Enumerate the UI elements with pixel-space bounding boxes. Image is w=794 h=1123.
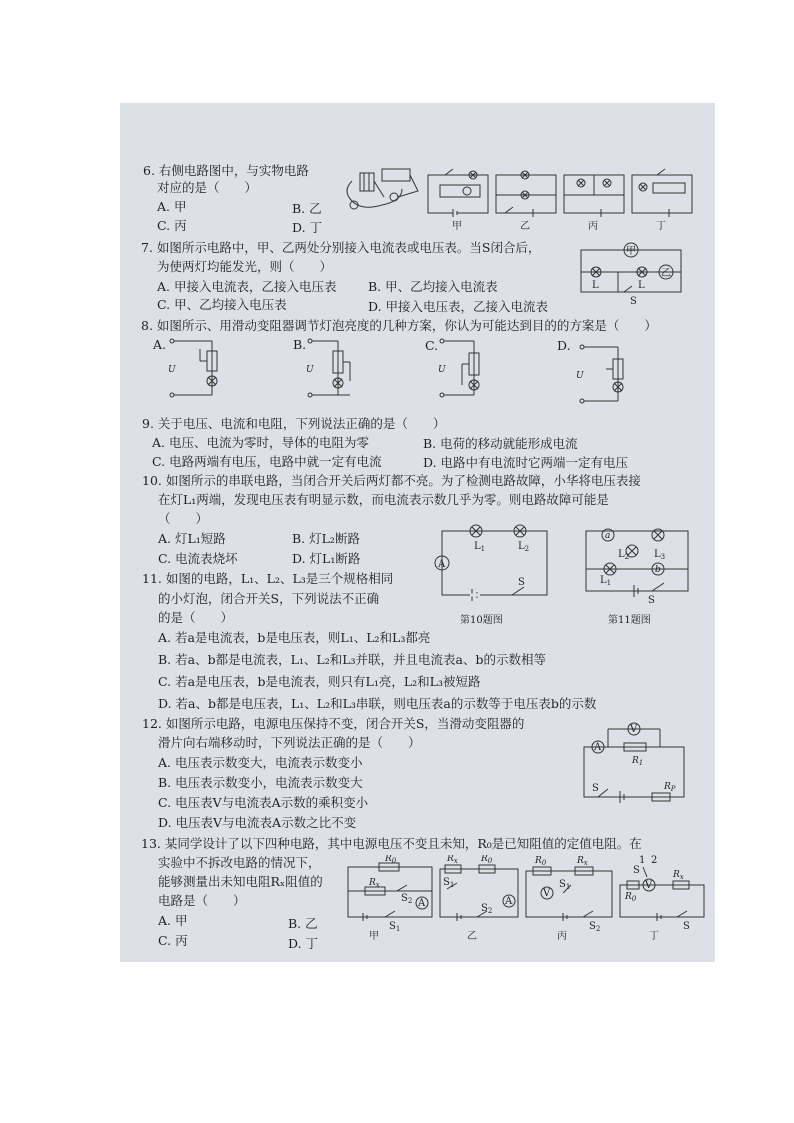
q6-schematic-ding: [632, 169, 692, 232]
q6-option-c: C. 丙: [157, 218, 187, 233]
q9-option-b: B. 电荷的移动就能形成电流: [423, 436, 578, 451]
q11-figure-caption: 第11题图: [608, 615, 651, 626]
q12-option-c: C. 电压表V与电流表A示数的乘积变小: [158, 795, 369, 810]
q9-option-d: D. 电路中有电流时它两端一定有电压: [423, 455, 629, 470]
svg-text:R0: $R_0$: [385, 855, 397, 865]
q8-option-c-label: C.: [425, 338, 439, 353]
q8-b-u: U: [306, 365, 314, 375]
battery-box-icon: [360, 173, 374, 191]
q10-stem-line2: 在灯L₁两端，发现电压表有明显示数，而电流表示数几乎为零。则电路故障可能是: [158, 492, 609, 507]
q10-option-c: C. 电流表烧坏: [158, 551, 238, 566]
q13-option-c: C. 丙: [158, 933, 188, 948]
q11-circuit-figure: [582, 523, 697, 605]
svg-text:R1: $R_1$: [632, 756, 644, 767]
q13-option-a: A. 甲: [158, 913, 188, 928]
svg-text:A: A: [418, 898, 426, 909]
q7-label-l1: L: [592, 280, 599, 291]
q6-option-d: D. 丁: [292, 220, 323, 235]
q7-option-c: C. 甲、乙均接入电压表: [157, 297, 287, 312]
q13-stem-line4: 电路是（ ）: [158, 893, 246, 908]
q13-circuit-options-figure: [345, 855, 710, 945]
q11-option-c: C. 若a是电压表，b是电流表，则只有L₁亮，L₂和L₃被短路: [158, 674, 481, 689]
svg-text:V: V: [645, 880, 653, 891]
q10-figure-caption: 第10题图: [460, 615, 503, 626]
q9-option-a: A. 电压、电流为零时，导体的电阻为零: [152, 435, 369, 450]
q13-circuit-bing: [526, 856, 612, 942]
svg-text:L1: $L_1$: [474, 541, 486, 553]
q10-option-d: D. 灯L₁断路: [292, 551, 361, 566]
svg-text:V: V: [630, 724, 638, 735]
q13-option-d: D. 丁: [288, 936, 319, 951]
q10-circuit-figure: [432, 523, 557, 603]
q8-c-u: U: [438, 365, 446, 375]
q6-option-a: A. 甲: [157, 199, 187, 214]
svg-text:S: S: [648, 595, 655, 605]
q10-option-a: A. 灯L₁短路: [158, 531, 226, 546]
q7-label-jia: 甲: [626, 246, 636, 257]
q9-stem: 9. 关于电压、电流和电阻，下列说法正确的是（ ）: [142, 416, 446, 431]
q8-option-a-label: A.: [153, 337, 167, 352]
svg-text:A: A: [594, 742, 602, 753]
svg-text:S2: $S_2$: [589, 921, 601, 933]
switch-base-icon: [382, 169, 410, 181]
q6-label-yi: 乙: [520, 221, 530, 232]
q13-stem-line2: 实验中不拆改电路的情况下，: [158, 855, 321, 870]
svg-text:S: S: [633, 865, 640, 876]
q7-stem-line1: 7. 如图所示电路中，甲、乙两处分别接入电流表或电压表。当S闭合后，: [141, 240, 541, 255]
q12-stem-line1: 12. 如图所示电路，电源电压保持不变，闭合开关S，当滑动变阻器的: [142, 716, 525, 731]
q12-stem-line2: 滑片向右端移动时，下列说法正确的是（ ）: [158, 735, 421, 750]
svg-text:1: 1: [639, 855, 646, 866]
q7-circuit-figure: [578, 238, 688, 308]
svg-text:L3: $L_3$: [654, 549, 666, 561]
svg-text:Rx: $R_x$: [577, 856, 588, 867]
q13-label-yi: 乙: [467, 931, 477, 942]
q13-stem-line1: 13. 某同学设计了以下四种电路，其中电源电压不变且未知，R₀是已知阻值的定值电阻。在: [141, 836, 642, 851]
svg-text:V: V: [543, 888, 551, 899]
q6-option-b: B. 乙: [292, 201, 322, 216]
svg-text:Rx: $R_x$: [369, 878, 380, 889]
svg-text:b: b: [655, 565, 661, 575]
q8-circuit-d: [576, 345, 623, 403]
q6-schematic-jia: [428, 169, 488, 232]
q8-d-u: U: [576, 371, 584, 381]
q6-schematic-options-figure: [425, 163, 695, 233]
q13-circuit-ding: [620, 855, 704, 942]
q8-circuit-c: [438, 339, 479, 397]
q13-circuit-yi: [440, 855, 518, 942]
svg-text:S: S: [518, 577, 525, 588]
q13-label-bing: 丙: [557, 931, 567, 942]
q11-option-b: B. 若a、b都是电流表，L₁、L₂和L₃并联，并且电流表a、b的示数相等: [158, 652, 546, 667]
q6-label-jia: 甲: [452, 221, 462, 232]
q12-option-d: D. 电压表V与电流表A示数之比不变: [158, 815, 357, 830]
svg-text:S: S: [683, 921, 690, 932]
svg-text:S2: $S_2$: [481, 903, 493, 915]
q12-option-b: B. 电压表示数变小，电流表示数变大: [158, 775, 363, 790]
svg-text:R0: $R_0$: [625, 892, 637, 903]
q7-option-a: A. 甲接入电流表，乙接入电压表: [157, 279, 337, 294]
q9-option-c: C. 电路两端有电压，电路中就一定有电流: [152, 454, 382, 469]
svg-text:L1: $L_1$: [600, 575, 612, 587]
q13-option-b: B. 乙: [288, 916, 318, 931]
q8-a-u: U: [168, 365, 176, 375]
q13-circuit-jia: [348, 855, 432, 942]
q10-stem-line1: 10. 如图所示的串联电路，当闭合开关后两灯都不亮。为了检测电路故障，小华将电压表接: [142, 473, 641, 488]
svg-text:S: S: [592, 783, 599, 794]
q10-stem-line3: （ ）: [158, 511, 209, 526]
svg-text:Rx: $R_x$: [447, 855, 458, 865]
q11-stem-line1: 11. 如图的电路，L₁、L₂、L₃是三个规格相同: [142, 571, 394, 586]
q11-option-a: A. 若a是电流表，b是电压表，则L₁、L₂和L₃都亮: [158, 630, 431, 645]
svg-text:R0: $R_0$: [481, 855, 493, 865]
q6-physical-circuit-figure: [342, 161, 422, 219]
q7-option-d: D. 甲接入电压表，乙接入电流表: [368, 299, 549, 314]
q8-option-d-label: D.: [557, 338, 571, 353]
q6-schematic-yi: [496, 171, 556, 232]
svg-text:S1: $S_1$: [443, 877, 455, 889]
q6-label-bing: 丙: [588, 221, 598, 232]
q7-option-b: B. 甲、乙均接入电流表: [368, 279, 498, 294]
svg-text:a: a: [605, 531, 611, 541]
svg-text:RP: $R_P$: [664, 782, 676, 793]
svg-text:2: 2: [651, 855, 658, 866]
q7-stem-line2: 为使两灯均能发光，则（ ）: [157, 259, 333, 274]
svg-text:L2: $L_2$: [518, 541, 530, 553]
q12-circuit-figure: [580, 713, 690, 805]
q10-option-b: B. 灯L₂断路: [292, 531, 360, 546]
svg-text:Rx: $R_x$: [673, 870, 684, 881]
q6-stem-line1: 6. 右侧电路图中，与实物电路: [143, 163, 309, 178]
q6-label-ding: 丁: [656, 221, 666, 232]
svg-text:S2: $S_2$: [401, 893, 413, 905]
svg-text:S1: $S_1$: [559, 879, 571, 891]
q12-option-a: A. 电压表示数变大，电流表示数变小: [158, 755, 363, 770]
q6-stem-line2: 对应的是（ ）: [157, 180, 258, 195]
q11-stem-line2: 的小灯泡，闭合开关S，下列说法不正确: [158, 591, 380, 606]
q7-label-l2: L: [638, 280, 645, 291]
q8-option-b-label: B.: [293, 337, 307, 352]
svg-text:A: A: [438, 559, 446, 570]
q7-label-yi: 乙: [661, 268, 671, 279]
q11-option-d: D. 若a、b都是电压表，L₁、L₂和L₃串联，则电压表a的示数等于电压表b的示数: [158, 696, 597, 711]
q6-schematic-bing: [564, 175, 624, 232]
q13-label-ding: 丁: [649, 931, 659, 942]
exam-sheet: [120, 103, 715, 962]
svg-text:S1: $S_1$: [389, 921, 401, 933]
q11-stem-line3: 的是（ ）: [158, 610, 234, 625]
q8-options-figure: [160, 335, 680, 405]
svg-text:R0: $R_0$: [535, 856, 547, 867]
q8-stem: 8. 如图所示、用滑动变阻器调节灯泡亮度的几种方案，你认为可能达到目的的方案是（ ）: [141, 318, 657, 333]
svg-text:L2: $L_2$: [618, 549, 630, 561]
q13-label-jia: 甲: [369, 931, 379, 942]
bulb-icon: [390, 193, 398, 201]
q8-circuit-a: [168, 339, 217, 397]
q8-circuit-b: [306, 339, 350, 397]
svg-text:A: A: [505, 896, 513, 907]
q7-label-s: S: [630, 296, 637, 307]
q13-stem-line3: 能够测量出未知电阻Rₓ阻值的: [158, 874, 323, 889]
